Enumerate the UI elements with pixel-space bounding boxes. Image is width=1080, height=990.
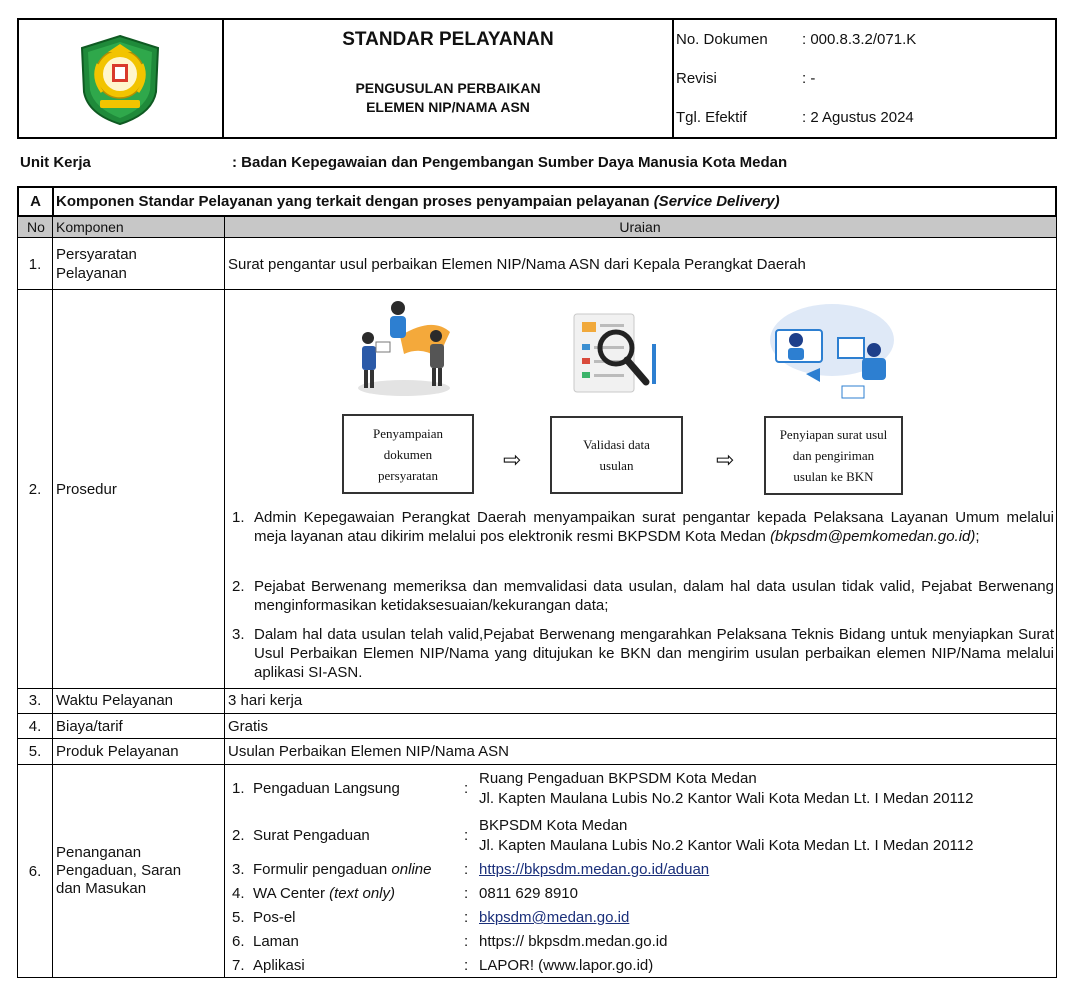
process-step-send-bkn: Penyiapan surat usul dan pengiriman usulan ke BKN <box>764 416 903 495</box>
effective-date-label: Tgl. Efektif <box>676 109 747 126</box>
procedure-item-3: 3. Dalam hal data usulan telah valid,Pejabat Berwenang mengarahkan Pelaksana Teknis Bidang untuk menyiapkan Surat Usul Perbaikan Elemen NIP/Nama yang ditujukan ke BKN dan mengirim usulan perbaikan elemen NIP/Nama melalui aplikasi SI-ASN. <box>232 626 1054 681</box>
complaint-item-2: 2. Surat Pengaduan : BKPSDM Kota Medan Jl. Kapten Maulana Lubis No.2 Kantor Wali Kota Medan Lt. I Medan 20112 <box>232 817 974 854</box>
procedure-item-1: 1. Admin Kepegawaian Perangkat Daerah menyampaikan surat pengantar kepada Pelaksana Layanan Umum melalui meja layanan atau dikirim melalui pos elektronik resmi BKPSDM Kota Medan (bkpsdm@pemkomedan.go.id); <box>232 509 1054 545</box>
row-3-no: 3. <box>28 692 42 709</box>
doc-number-label: No. Dokumen <box>676 31 768 48</box>
process-arrow-2: ⇨ <box>716 447 735 472</box>
doc-number-value: : 000.8.3.2/071.K <box>802 31 917 48</box>
page-subtitle-line1: PENGUSULAN PERBAIKAN <box>355 80 541 96</box>
row-5-komponen: Produk Pelayanan <box>56 743 179 760</box>
column-header-no: No <box>27 219 45 235</box>
complaint-item-6: 6. Laman : https:// bkpsdm.medan.go.id <box>232 933 668 950</box>
section-title: Komponen Standar Pelayanan yang terkait dengan proses penyampaian pelayanan (Service Delivery) <box>56 193 780 210</box>
page-subtitle-line2: ELEMEN NIP/NAMA ASN <box>366 99 530 115</box>
procedure-item-2: 2. Pejabat Berwenang memeriksa dan memvalidasi data usulan, dalam hal data usulan tidak valid, Pejabat Berwenang menginformasikan ketidaksesuaian/kekurangan data; <box>232 578 1054 614</box>
revision-label: Revisi <box>676 70 717 87</box>
sending-report-illustration <box>766 300 900 404</box>
column-header-komponen: Komponen <box>56 219 124 235</box>
row-4-uraian: Gratis <box>228 718 269 735</box>
row-3-uraian: 3 hari kerja <box>228 692 303 709</box>
complaint-item-3: 3. Formulir pengaduan online : https://bkpsdm.medan.go.id/aduan <box>232 861 710 878</box>
complaint-email-link[interactable]: bkpsdm@medan.go.id <box>479 909 630 926</box>
row-1-no: 1. <box>28 256 42 273</box>
row-4-komponen: Biaya/tarif <box>56 718 123 735</box>
row-5-uraian: Usulan Perbaikan Elemen NIP/Nama ASN <box>228 743 509 760</box>
complaint-form-link[interactable]: https://bkpsdm.medan.go.id/aduan <box>479 861 710 878</box>
column-header-uraian: Uraian <box>619 219 661 235</box>
process-step-validate: Validasi data usulan <box>550 416 683 494</box>
complaint-item-1: 1. Pengaduan Langsung : Ruang Pengaduan BKPSDM Kota Medan Jl. Kapten Maulana Lubis No.2 Kantor Wali Kota Medan Lt. I Medan 20112 <box>232 770 974 807</box>
row-4-no: 4. <box>28 718 42 735</box>
medan-city-logo <box>78 34 162 126</box>
complaint-item-5: 5. Pos-el : bkpsdm@medan.go.id <box>232 909 630 926</box>
page-title: STANDAR PELAYANAN <box>342 29 554 50</box>
row-1-uraian: Surat pengantar usul perbaikan Elemen NIP/Nama ASN dari Kepala Perangkat Daerah <box>228 256 806 273</box>
validation-magnifier-illustration <box>570 308 662 400</box>
revision-value: : - <box>802 70 816 87</box>
unit-value: : Badan Kepegawaian dan Pengembangan Sumber Daya Manusia Kota Medan <box>232 154 788 171</box>
section-letter: A <box>30 193 41 210</box>
row-5-no: 5. <box>28 743 42 760</box>
unit-label: Unit Kerja <box>20 154 91 171</box>
process-arrow-1: ⇨ <box>503 447 522 472</box>
process-step-submit: Penyampaian dokumen persyaratan <box>342 414 474 494</box>
row-6-komponen: Penanganan Pengaduan, Saran dan Masukan <box>56 844 182 897</box>
complaint-item-7: 7. Aplikasi : LAPOR! (www.lapor.go.id) <box>232 957 654 974</box>
effective-date-value: : 2 Agustus 2024 <box>802 109 914 126</box>
row-3-komponen: Waktu Pelayanan <box>56 692 174 709</box>
row-6-no: 6. <box>28 863 42 880</box>
row-2-no: 2. <box>28 481 42 498</box>
row-2-komponen: Prosedur <box>56 481 117 498</box>
complaint-item-4: 4. WA Center (text only) : 0811 629 8910 <box>232 885 578 902</box>
row-1-komponen: Persyaratan Pelayanan <box>56 246 137 282</box>
document-handover-illustration <box>352 296 456 400</box>
